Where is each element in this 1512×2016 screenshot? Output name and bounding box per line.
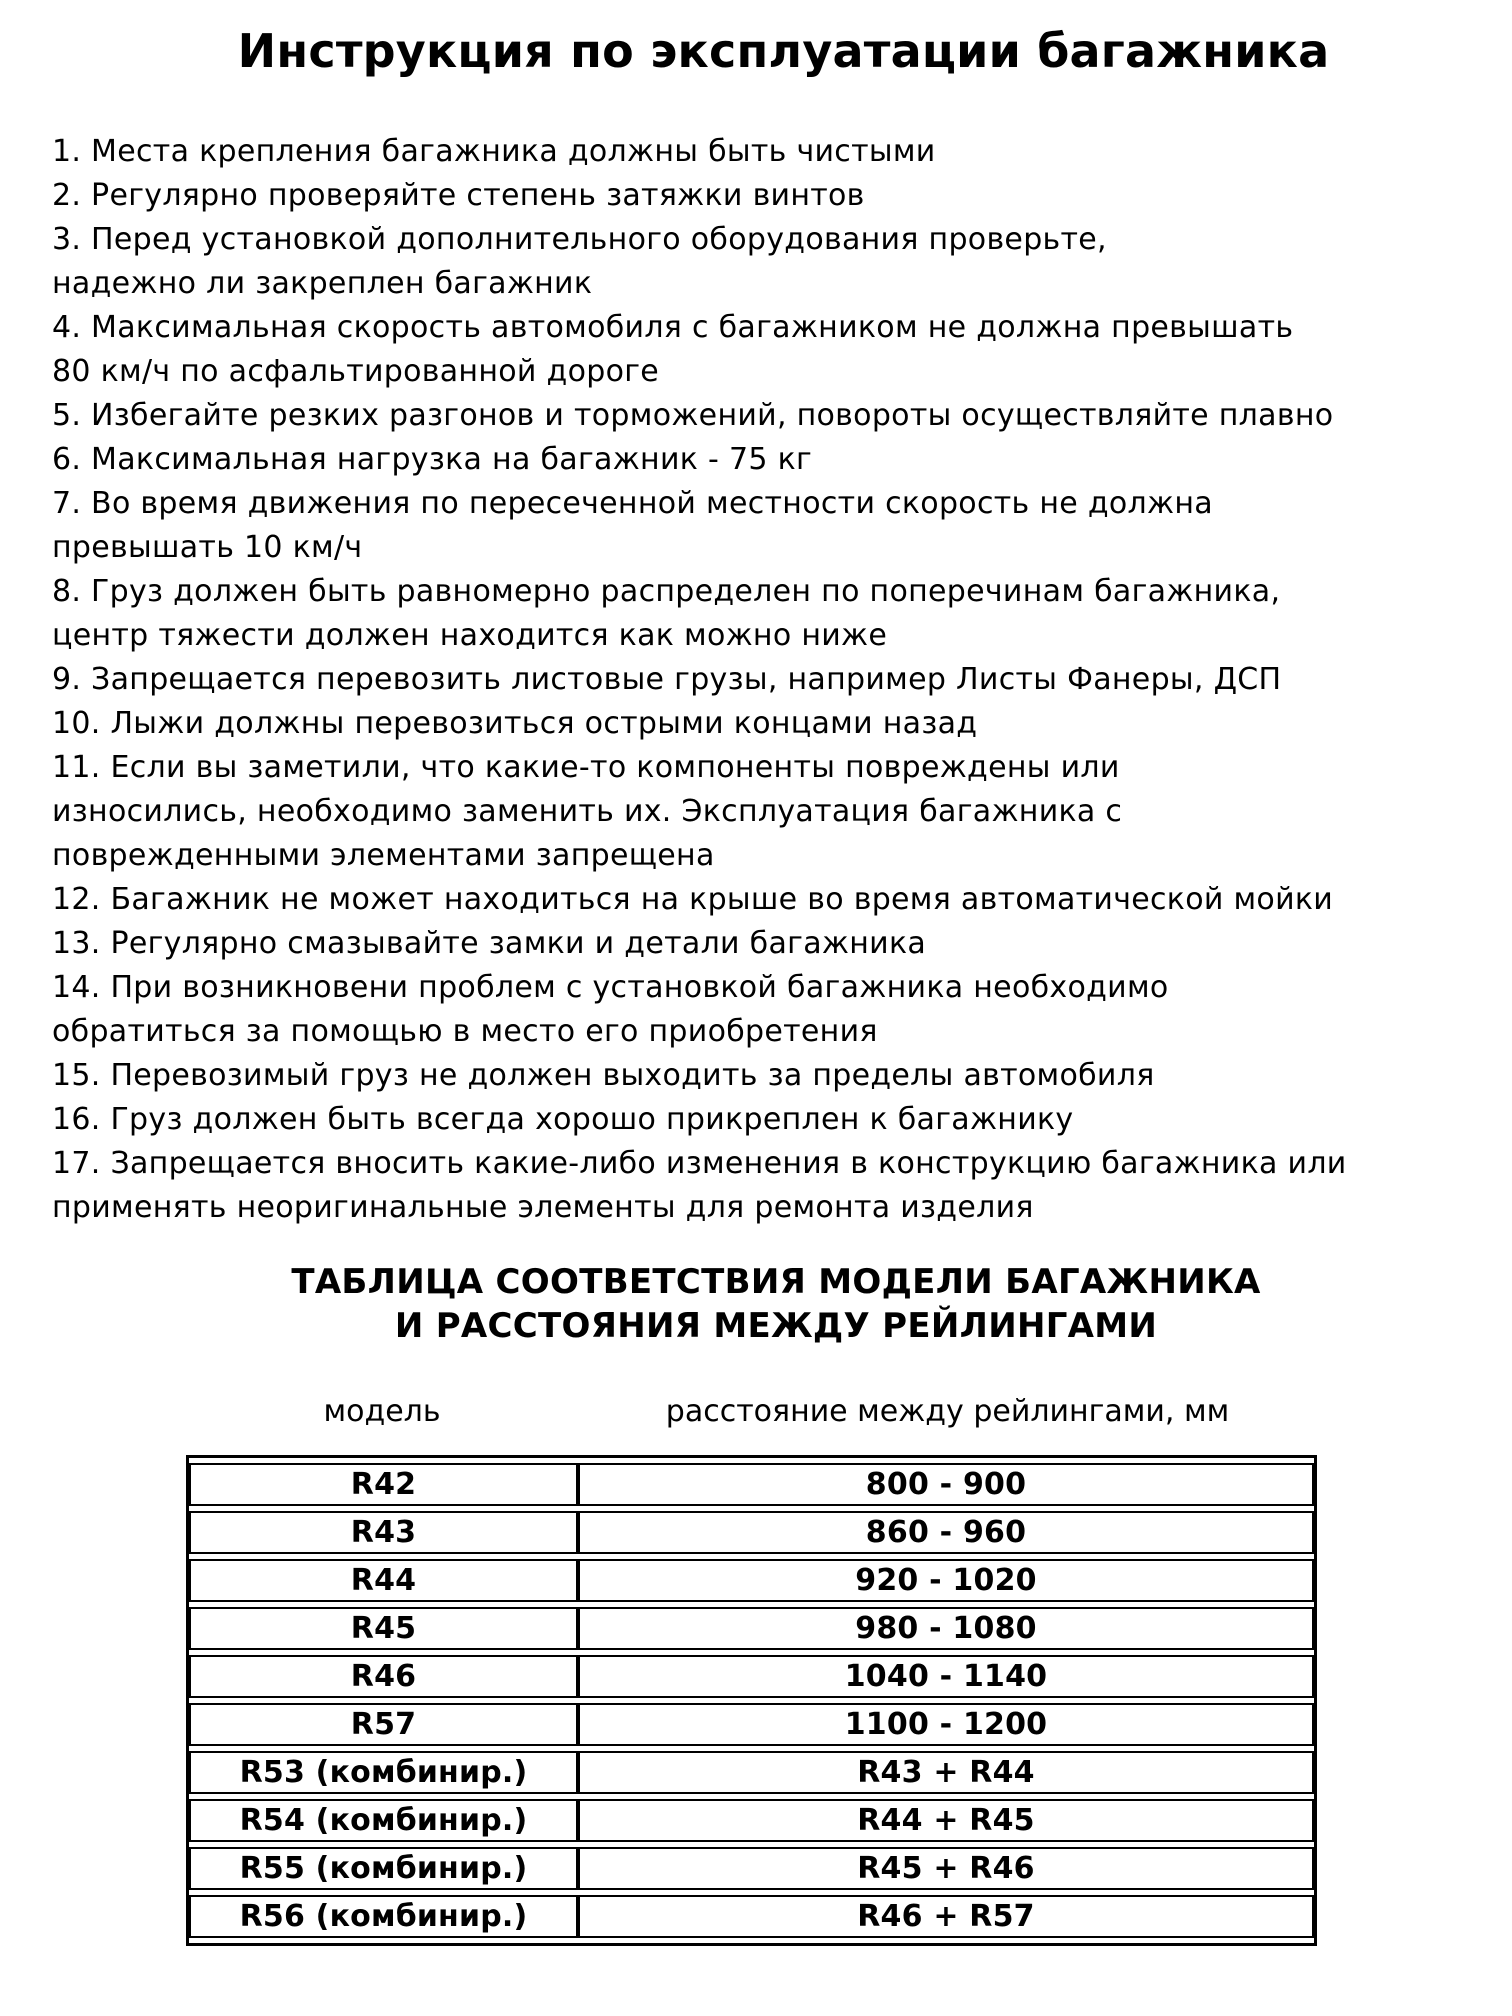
model-cell: R44 [189, 1559, 578, 1602]
instruction-item-7 [52, 482, 1482, 570]
instruction-line: 14. При возникновени проблем с установкой багажника необходимо [52, 970, 1169, 1005]
instruction-line: поврежденными элементами запрещена [52, 838, 715, 873]
table-row [189, 1655, 1314, 1698]
instruction-line: 17. Запрещается вносить какие-либо изменения в конструкцию багажника или [52, 1146, 1347, 1181]
table-column-labels [186, 1390, 1317, 1434]
model-distance-table [186, 1455, 1317, 1946]
instruction-item-10 [52, 702, 1482, 746]
table-row [189, 1847, 1314, 1890]
table-section-heading [0, 1260, 1512, 1348]
instruction-line: 5. Избегайте резких разгонов и торможений, повороты осуществляйте плавно [52, 398, 1334, 433]
model-cell: R53 (комбинир.) [189, 1751, 578, 1794]
distance-cell: R46 + R57 [578, 1895, 1314, 1938]
instruction-item-4 [52, 306, 1482, 394]
distance-cell: R45 + R46 [578, 1847, 1314, 1890]
distance-cell: 1040 - 1140 [578, 1655, 1314, 1698]
table-row [189, 1799, 1314, 1842]
table-row [189, 1511, 1314, 1554]
page-title: Инструкция по эксплуатации багажника [237, 24, 1330, 78]
instruction-line: 16. Груз должен быть всегда хорошо прикреплен к багажнику [52, 1102, 1074, 1137]
instruction-item-12 [52, 878, 1482, 922]
instruction-line: 4. Максимальная скорость автомобиля с багажником не должна превышать [52, 310, 1294, 345]
distance-cell: 860 - 960 [578, 1511, 1314, 1554]
instruction-item-15 [52, 1054, 1482, 1098]
instruction-item-9 [52, 658, 1482, 702]
distance-cell: R44 + R45 [578, 1799, 1314, 1842]
instruction-item-2 [52, 174, 1482, 218]
instruction-item-6 [52, 438, 1482, 482]
model-cell: R55 (комбинир.) [189, 1847, 578, 1890]
instruction-line: 15. Перевозимый груз не должен выходить за пределы автомобиля [52, 1058, 1155, 1093]
table-row [189, 1559, 1314, 1602]
table-row [189, 1895, 1314, 1938]
model-cell: R57 [189, 1703, 578, 1746]
instruction-item-5 [52, 394, 1482, 438]
instruction-line: 6. Максимальная нагрузка на багажник - 75 кг [52, 442, 813, 477]
model-cell: R43 [189, 1511, 578, 1554]
instruction-line: обратиться за помощью в место его приобретения [52, 1014, 878, 1049]
table-heading-line-1: ТАБЛИЦА СООТВЕТСТВИЯ МОДЕЛИ БАГАЖНИКА [291, 1262, 1261, 1302]
instruction-line: 11. Если вы заметили, что какие-то компоненты повреждены или [52, 750, 1120, 785]
instruction-line: 2. Регулярно проверяйте степень затяжки винтов [52, 178, 865, 213]
instruction-item-17 [52, 1142, 1482, 1230]
column-label-model: модель [323, 1394, 441, 1429]
instruction-line: 12. Багажник не может находиться на крыше во время автоматической мойки [52, 882, 1334, 917]
distance-cell: 1100 - 1200 [578, 1703, 1314, 1746]
table-row [189, 1751, 1314, 1794]
instruction-line: 8. Груз должен быть равномерно распределен по поперечинам багажника, [52, 574, 1281, 609]
instruction-line: 10. Лыжи должны перевозиться острыми концами назад [52, 706, 978, 741]
table-row [189, 1607, 1314, 1650]
model-cell: R45 [189, 1607, 578, 1650]
model-cell: R56 (комбинир.) [189, 1895, 578, 1938]
instruction-line: надежно ли закреплен багажник [52, 266, 593, 301]
instruction-line: 3. Перед установкой дополнительного оборудования проверьте, [52, 222, 1107, 257]
instruction-item-16 [52, 1098, 1482, 1142]
instruction-item-14 [52, 966, 1482, 1054]
instruction-line: 7. Во время движения по пересеченной местности скорость не должна [52, 486, 1213, 521]
instruction-line: 80 км/ч по асфальтированной дороге [52, 354, 660, 389]
instruction-line: превышать 10 км/ч [52, 530, 363, 565]
model-cell: R54 (комбинир.) [189, 1799, 578, 1842]
instruction-item-8 [52, 570, 1482, 658]
instruction-line: центр тяжести должен находится как можно ниже [52, 618, 888, 653]
instruction-item-13 [52, 922, 1482, 966]
instruction-item-1 [52, 130, 1482, 174]
table-heading-line-2: И РАССТОЯНИЯ МЕЖДУ РЕЙЛИНГАМИ [394, 1306, 1158, 1346]
instruction-list [0, 130, 1512, 1230]
instruction-item-3 [52, 218, 1482, 306]
column-label-distance: расстояние между рейлингами, мм [665, 1394, 1230, 1429]
instruction-line: 13. Регулярно смазывайте замки и детали багажника [52, 926, 927, 961]
table-row [189, 1463, 1314, 1506]
table-row [189, 1703, 1314, 1746]
distance-cell: 800 - 900 [578, 1463, 1314, 1506]
instruction-line: 9. Запрещается перевозить листовые грузы, например Листы Фанеры, ДСП [52, 662, 1282, 697]
distance-cell: 920 - 1020 [578, 1559, 1314, 1602]
model-cell: R46 [189, 1655, 578, 1698]
distance-cell: R43 + R44 [578, 1751, 1314, 1794]
instruction-item-11 [52, 746, 1482, 878]
model-cell: R42 [189, 1463, 578, 1506]
distance-cell: 980 - 1080 [578, 1607, 1314, 1650]
instruction-line: 1. Места крепления багажника должны быть чистыми [52, 134, 936, 169]
instruction-line: применять неоригинальные элементы для ремонта изделия [52, 1190, 1034, 1225]
instruction-line: износились, необходимо заменить их. Эксплуатация багажника с [52, 794, 1123, 829]
